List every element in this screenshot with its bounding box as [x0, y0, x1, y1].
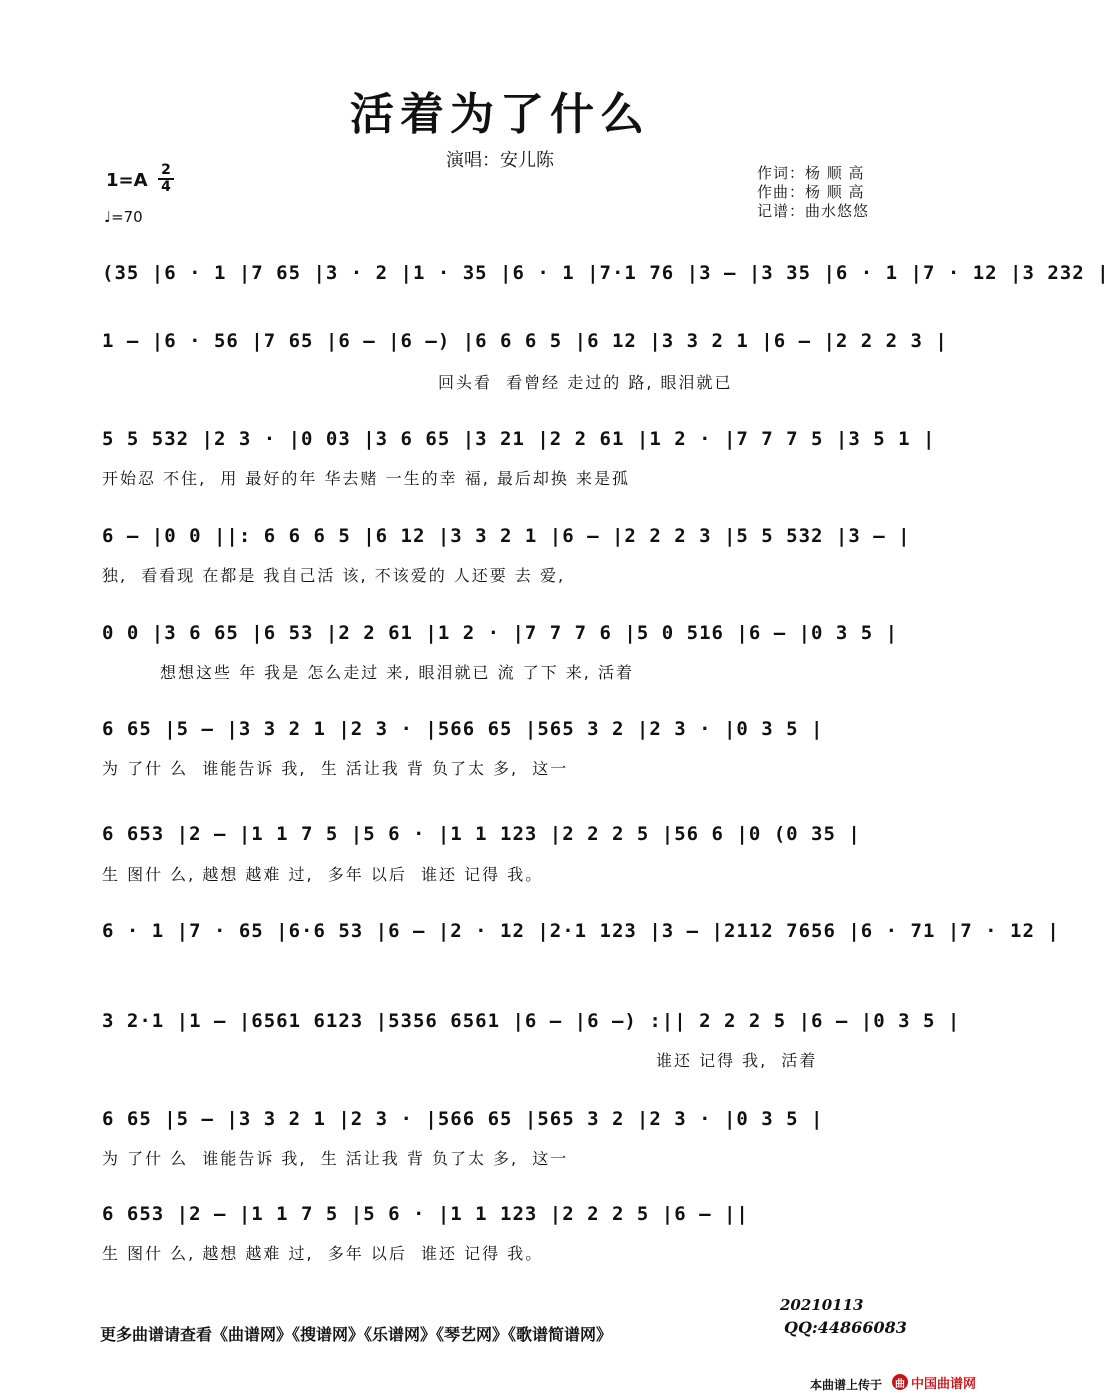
qq-number: QQ:44866083: [784, 1318, 907, 1337]
score-notes-row: 6 – |0 0 ||: 6 6 6 5 |6 12 |3 3 2 1 |6 – |2 2 2 3 |5 5 532 |3 – |: [102, 525, 911, 547]
logo-icon: 曲: [892, 1374, 908, 1390]
score-notes-row: 5 5 532 |2 3 · |0 03 |3 6 65 |3 21 |2 2 61 |1 2 · |7 7 7 5 |3 5 1 |: [102, 428, 936, 450]
transcription-date: 20210113: [780, 1296, 864, 1314]
score-notes-row: 6 · 1 |7 · 65 |6·6 53 |6 – |2 · 12 |2·1 123 |3 – |2112 7656 |6 · 71 |7 · 12 |: [102, 920, 1060, 942]
score-notes-row: 1 – |6 · 56 |7 65 |6 – |6 –) |6 6 6 5 |6 12 |3 3 2 1 |6 – |2 2 2 3 |: [102, 330, 948, 352]
song-title: 活着为了什么: [350, 89, 650, 140]
lyrics-row: 回头看 看曾经 走过的 路, 眼泪就已: [438, 373, 733, 392]
lyrics-row: 谁还 记得 我, 活着: [656, 1051, 818, 1070]
score-notes-row: 6 653 |2 – |1 1 7 5 |5 6 · |1 1 123 |2 2 2 5 |56 6 |0 (0 35 |: [102, 823, 861, 845]
lyrics-row: 为 了什 么 谁能告诉 我, 生 活让我 背 负了太 多, 这一: [102, 759, 569, 778]
lyrics-row: 想想这些 年 我是 怎么走过 来, 眼泪就已 流 了下 来, 活着: [160, 663, 634, 682]
time-numerator: 2: [161, 162, 171, 178]
lyricist-credit: 作词：杨 顺 高: [757, 164, 865, 182]
score-notes-row: 6 65 |5 – |3 3 2 1 |2 3 · |566 65 |565 3 2 |2 3 · |0 3 5 |: [102, 1108, 824, 1130]
lyrics-row: 生 图什 么, 越想 越难 过, 多年 以后 谁还 记得 我。: [102, 865, 544, 884]
lyrics-row: 为 了什 么 谁能告诉 我, 生 活让我 背 负了太 多, 这一: [102, 1149, 569, 1168]
score-notes-row: 0 0 |3 6 65 |6 53 |2 2 61 |1 2 · |7 7 7 6 |5 0 516 |6 – |0 3 5 |: [102, 622, 899, 644]
transcriber-credit: 记谱：曲水悠悠: [757, 202, 870, 220]
site-logo[interactable]: [892, 1372, 988, 1392]
upload-note: 本曲谱上传于: [810, 1378, 883, 1392]
score-notes-row: (35 |6 · 1 |7 65 |3 · 2 |1 · 35 |6 · 1 |7·1 76 |3 – |3 35 |6 · 1 |7 · 12 |3 232 |: [102, 262, 1110, 284]
score-notes-row: 6 653 |2 – |1 1 7 5 |5 6 · |1 1 123 |2 2 2 5 |6 – ||: [102, 1203, 749, 1225]
score-notes-row: 6 65 |5 – |3 3 2 1 |2 3 · |566 65 |565 3 2 |2 3 · |0 3 5 |: [102, 718, 824, 740]
time-signature: [158, 163, 174, 195]
lyrics-row: 独, 看看现 在都是 我自己活 该, 不该爱的 人还要 去 爱,: [102, 566, 566, 585]
lyrics-row: 开始忍 不住, 用 最好的年 华去赌 一生的幸 福, 最后却换 来是孤: [102, 469, 630, 488]
tempo-marking: ♩=70: [104, 208, 143, 226]
lyrics-row: 生 图什 么, 越想 越难 过, 多年 以后 谁还 记得 我。: [102, 1244, 544, 1263]
composer-credit: 作曲：杨 顺 高: [757, 183, 865, 201]
score-notes-row: 3 2·1 |1 – |6561 6123 |5356 6561 |6 – |6 –) :|| 2 2 2 5 |6 – |0 3 5 |: [102, 1010, 961, 1032]
key-signature: 1=A: [106, 170, 148, 191]
credits: [757, 164, 869, 221]
singer-credit: 演唱：安儿陈: [446, 150, 554, 171]
site-name: 中国曲谱网: [911, 1376, 977, 1392]
time-denominator: 4: [161, 179, 171, 195]
more-scores-links: 更多曲谱请查看《曲谱网》《搜谱网》《乐谱网》《琴艺网》《歌谱简谱网》: [100, 1325, 613, 1344]
